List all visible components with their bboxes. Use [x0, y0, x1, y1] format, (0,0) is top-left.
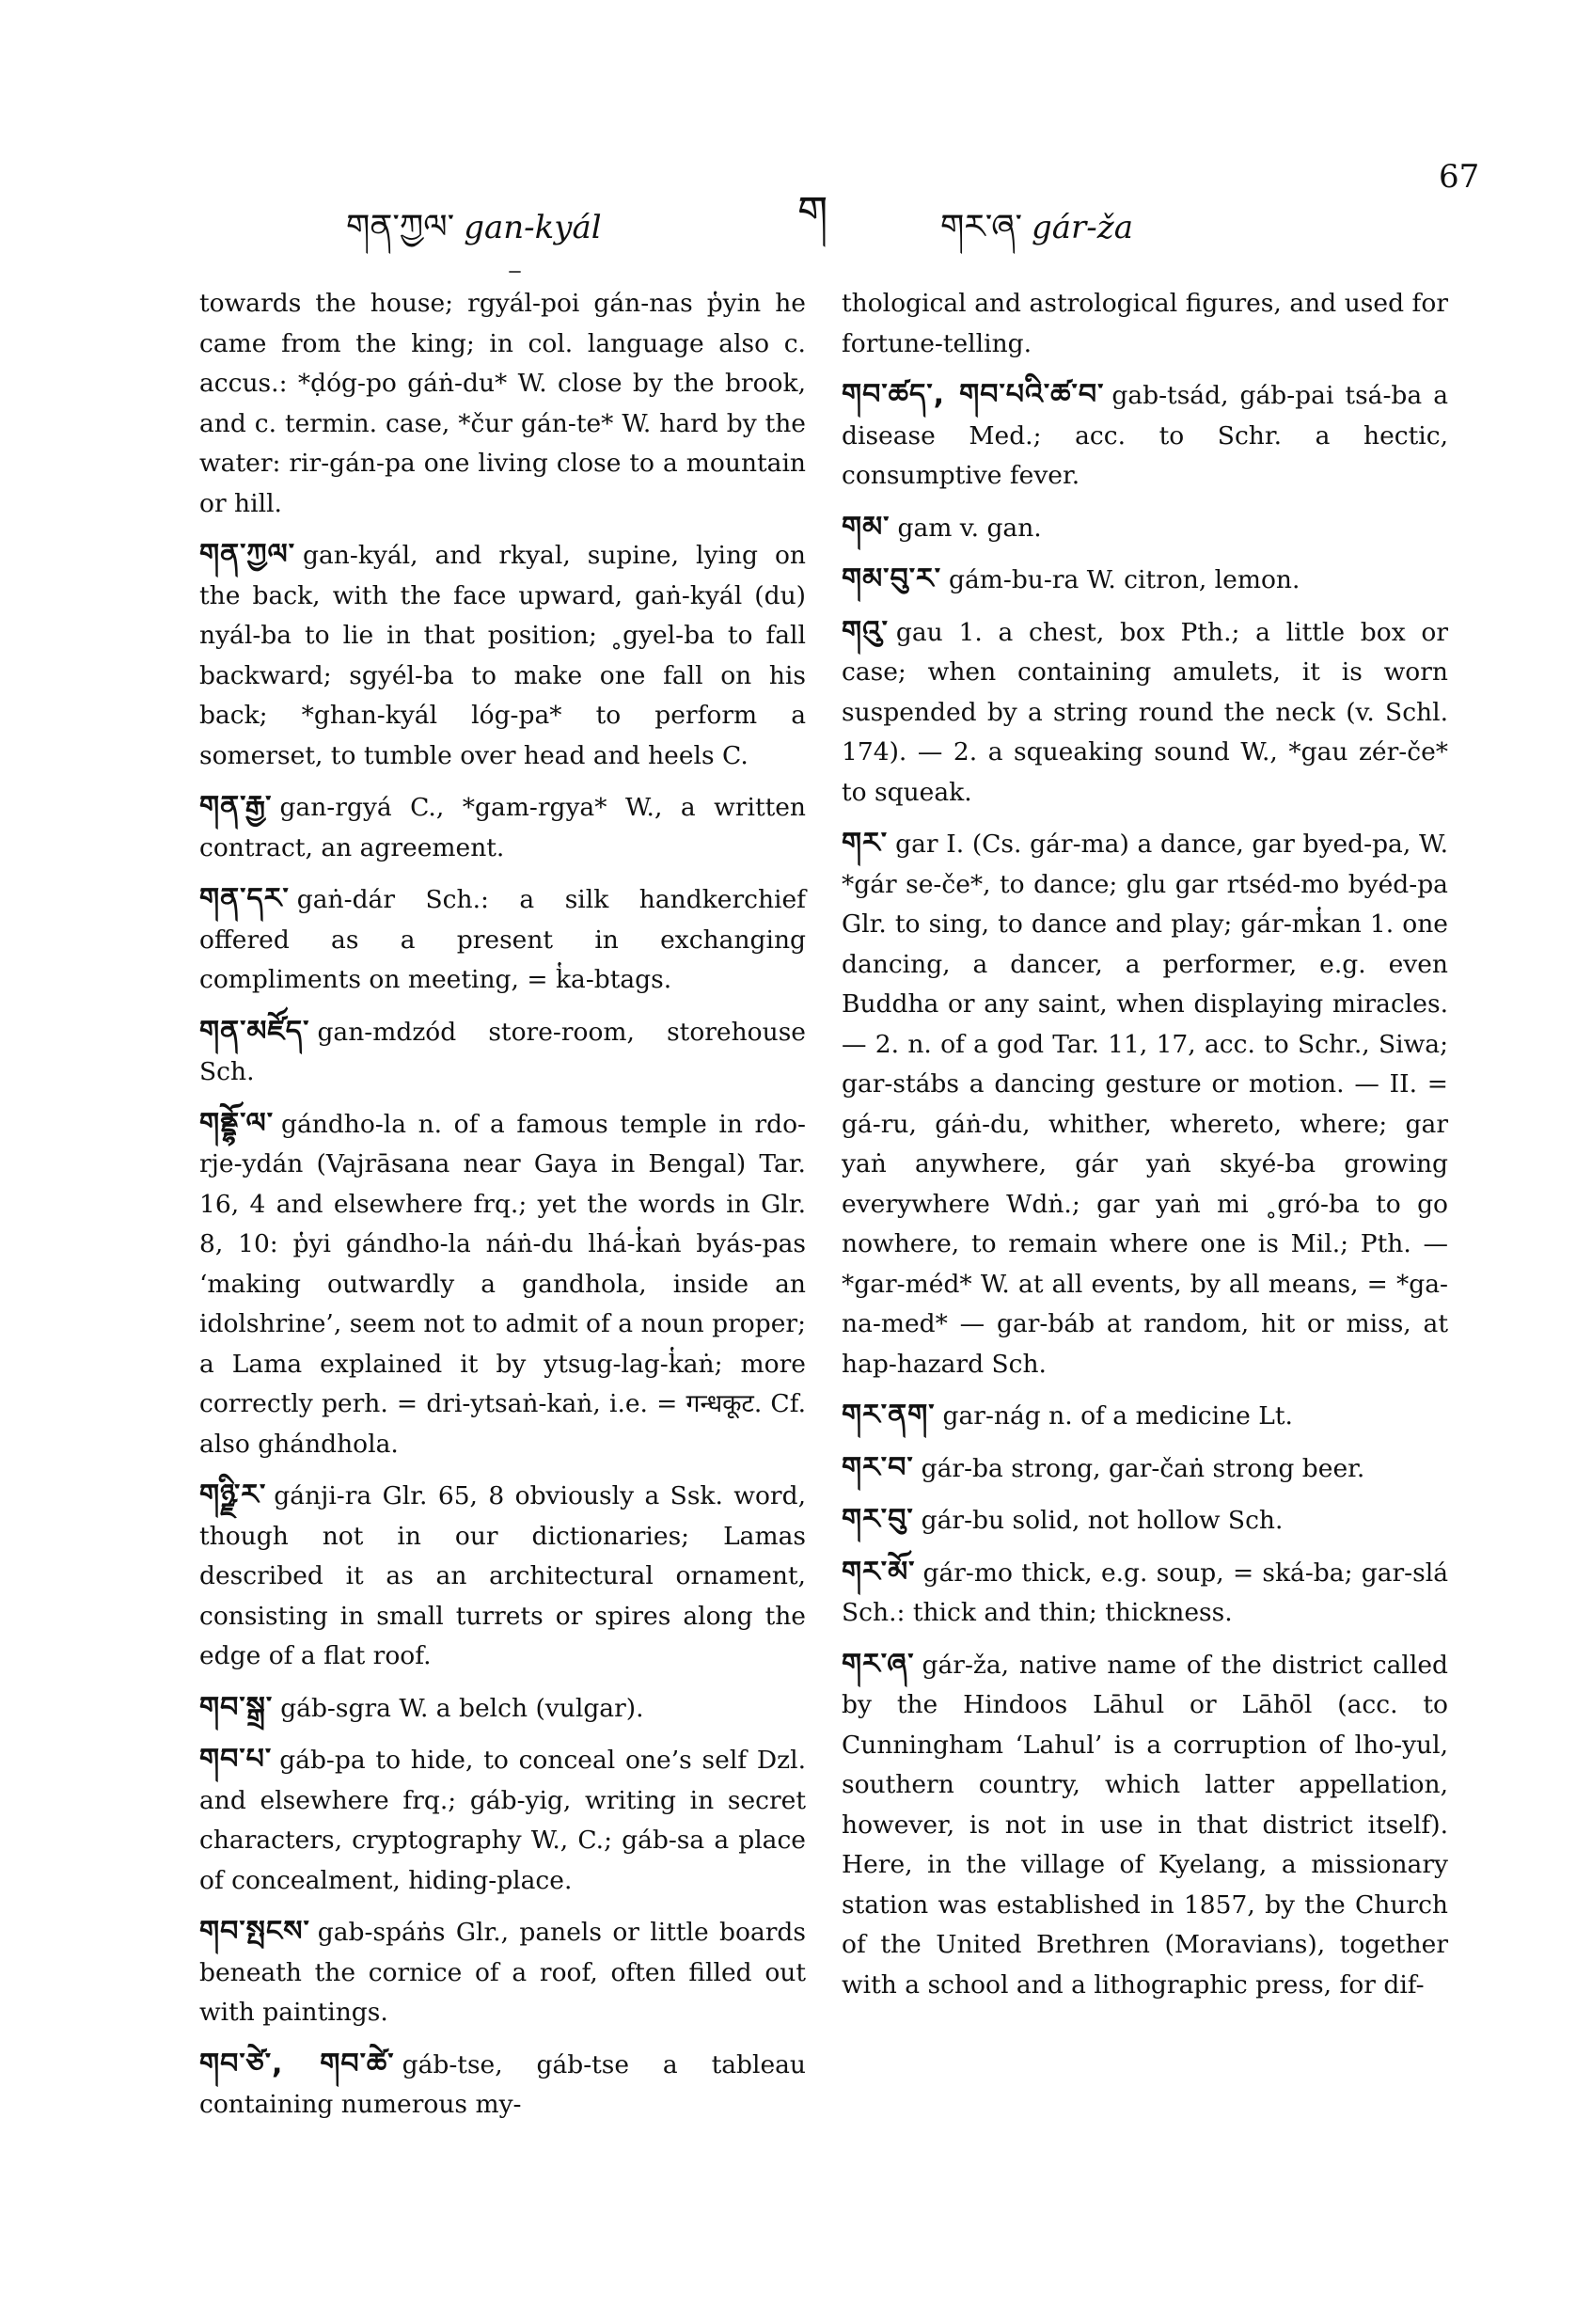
dictionary-entry [199, 1476, 806, 1677]
entry-headword-tibetan: གན་དར་ [199, 882, 290, 915]
entry-headword-tibetan: གབ་སྒྲ་ [199, 1690, 274, 1724]
entry-headword-tibetan: གམ་ [842, 510, 890, 544]
entry-definition: gándho-la n. of a famous temple in rdo-rje-ydán (Vajrāsana near Gaya in Bengal) Tar. 16, 4 and elsewhere frq.; yet the words in Glr. 8, 10: p̔yi gándho-la náṅ-du lhá-k̔aṅ byás-pas ‘making outwardly a gandhola, inside an idolshrine’, seem not to admit of a noun proper; a Lama explained it by ytsug-lag-k̔aṅ; more correctly perh. = dri-ytsaṅ-kaṅ, i.e. = गन्धकूट. Cf. also ghándhola. [199, 1109, 806, 1459]
separator-dash: – [508, 254, 522, 287]
entry-headword-tibetan: གར་མོ་ [842, 1555, 916, 1589]
entry-headword-tibetan: གབ་ཙེ་, གབ་ཚེ་ [199, 2047, 395, 2080]
dictionary-entry [199, 879, 806, 1001]
running-head-right [940, 188, 1133, 284]
entry-headword-tibetan: གན་མཛོད་ [199, 1014, 310, 1048]
left-column [199, 284, 806, 2137]
entry-definition: gáb-pa to hide, to conceal one’s self Dzl. and elsewhere frq.; gáb-yig, writing in secret characters, cryptography W., C.; gáb-sa a place of concealment, hiding-place. [199, 1746, 806, 1895]
dictionary-entry [842, 1396, 1448, 1437]
entry-definition: gáb-tse, gáb-tse a tableau containing numerous my- [199, 2049, 807, 2119]
dictionary-entry [842, 508, 1448, 549]
running-head-left-tibetan: གན་ཀྱལ་ [346, 208, 455, 246]
entry-definition: gár-ba strong, gar-čaṅ strong beer. [921, 1453, 1365, 1483]
entry-headword-tibetan: གའུ་ [842, 614, 889, 648]
entry-definition: gám-bu-ra W. citron, lemon. [949, 565, 1300, 594]
section-letter: ག [797, 186, 828, 237]
entry-definition: gar-nág n. of a medicine Lt. [942, 1401, 1293, 1431]
entry-definition: gau 1. a chest, box Pth.; a little box or case; when containing amulets, it is worn suspended by a string round the neck (v. Schl. 174). — 2. a squeaking sound W., *gau zér-če* to squeak. [842, 617, 1448, 807]
running-head-left [346, 188, 602, 284]
entry-headword-tibetan: གར་ཞ་ [842, 1647, 915, 1681]
entry-headword-tibetan: གབ་ཚད་, གབ་པའི་ཚ་བ་ [842, 378, 1105, 411]
entry-definition: gan-kyál, and rkyal, supine, lying on the back, with the face upward, gaṅ-kyál (du) nyál-ba to lie in that position; ˳gyel-ba to fall backward; sgyél-ba to make one fall on his back; *ghan-kyál lóg-pa* to perform a somerset, to tumble over head and heels C. [199, 541, 806, 770]
entry-definition: gar I. (Cs. gár-ma) a dance, gar byed-pa, W. *gár se-če*, to dance; glu gar rtséd-mo byéd-pa Glr. to sing, to dance and play; gár-mk̔an 1. one dancing, a dancer, a performer, e.g. even Buddha or any saint, when displaying miracles. — 2. n. of a god Tar. 11, 17, acc. to Schr., Siwa; gar-stábs a dancing gesture or motion. — II. = gá-ru, gáṅ-du, whither, whereto, where; gar yaṅ anywhere, gár yaṅ skyé-ba growing everywhere Wdṅ.; gar yaṅ mi ˳gró-ba to go nowhere, to remain where one is Mil.; Pth. — *gar-méd* W. at all events, by all means, = *ga-na-med* — gar-báb at random, hit or miss, at hap-hazard Sch. [842, 830, 1448, 1379]
entry-headword-tibetan: གབ་སྤངས་ [199, 1915, 310, 1948]
entry-definition: gab-tsád, gáb-pai tsá-ba a disease Med.; acc. to Schr. a hectic, consumptive fever. [842, 381, 1448, 490]
entry-definition: gaṅ-dár Sch.: a silk handkerchief offered as a present in exchanging compliments on meeting, = k̔a-btags. [199, 885, 806, 994]
entry-headword-tibetan: གར་བུ་ [842, 1503, 914, 1536]
dictionary-entry [199, 1012, 806, 1093]
dictionary-entry [842, 1553, 1448, 1634]
dictionary-entry [199, 2045, 806, 2126]
dictionary-entry [842, 284, 1448, 364]
dictionary-entry [842, 1500, 1448, 1541]
entry-definition: towards the house; rgyál-poi gán-nas p̔yin he came from the king; in col. language also c. accus.: *ḍóg-po gáṅ-du* W. close by the brook, and c. termin. case, *čur gán-te* W. hard by the water: rir-gán-pa one living close to a mountain or hill. [199, 289, 806, 518]
entry-definition: gár-ža, native name of the district called by the Hindoos Lāhul or Lāhōl (acc. to Cunningham ‘Lahul’ is a corruption of lho-yul, southern country, which latter appellation, however, is not in use in that district itself). Here, in the village of Kyelang, a missionary station was established in 1857, by the Church of the United Brethren (Moravians), together with a school and a lithographic press, for dif- [842, 1650, 1448, 2000]
entry-definition: gáb-sgra W. a belch (vulgar). [280, 1693, 644, 1723]
entry-headword-tibetan: གམ་བུ་ར་ [842, 562, 941, 595]
running-head-right-tibetan: གར་ཞ་ [940, 208, 1023, 246]
right-column [842, 284, 1448, 2016]
dictionary-entry [842, 1645, 1448, 2006]
entry-definition: gan-mdzód store-room, storehouse Sch. [199, 1017, 806, 1086]
entry-headword-tibetan: གན་ཀྱལ་ [199, 538, 296, 571]
entry-definition: gánji-ra Glr. 65, 8 obviously a Ssk. word, though not in our dictionaries; Lamas described it as an architectural ornament, consisting in small turrets or spires along the edge of a flat roof. [199, 1481, 806, 1670]
dictionary-entry [199, 535, 806, 776]
dictionary-entry [842, 560, 1448, 601]
entry-definition: gan-rgyá C., *gam-rgya* W., a written contract, an agreement. [199, 793, 806, 862]
entry-definition: thological and astrological figures, and used for fortune-telling. [842, 289, 1448, 358]
dictionary-entry [842, 375, 1448, 497]
dictionary-entry [842, 824, 1448, 1384]
dictionary-entry [199, 787, 806, 868]
dictionary-entry [842, 612, 1448, 814]
dictionary-entry [199, 1688, 806, 1730]
entry-headword-tibetan: གར་ནག་ [842, 1399, 936, 1431]
entry-headword-tibetan: གར་བ་ [842, 1450, 914, 1484]
entry-definition: gab-spáṅs Glr., panels or little boards beneath the cornice of a roof, often filled out with paintings. [199, 1918, 806, 2027]
entry-definition: gár-bu solid, not hollow Sch. [921, 1506, 1284, 1535]
running-head-right-roman: gár-ža [1032, 209, 1133, 246]
page-number: 67 [1439, 158, 1480, 196]
dictionary-entry [199, 1912, 806, 2033]
dictionary-entry [199, 1104, 806, 1465]
entry-headword-tibetan: གནྡྷོ་ལ་ [199, 1106, 275, 1140]
dictionary-entry [199, 284, 806, 524]
entry-headword-tibetan: གཉྫི་ར་ [199, 1478, 267, 1511]
entry-definition: gár-mo thick, e.g. soup, = ská-ba; gar-slá Sch.: thick and thin; thickness. [842, 1557, 1448, 1627]
entry-definition: gam v. gan. [897, 513, 1042, 543]
dictionary-entry [842, 1448, 1448, 1490]
running-head-left-roman: gan-kyál [464, 209, 602, 246]
entry-headword-tibetan: གབ་པ་ [199, 1743, 273, 1776]
dictionary-entry [199, 1740, 806, 1901]
entry-headword-tibetan: གར་ [842, 827, 889, 860]
entry-headword-tibetan: གན་རྒྱ་ [199, 790, 273, 823]
